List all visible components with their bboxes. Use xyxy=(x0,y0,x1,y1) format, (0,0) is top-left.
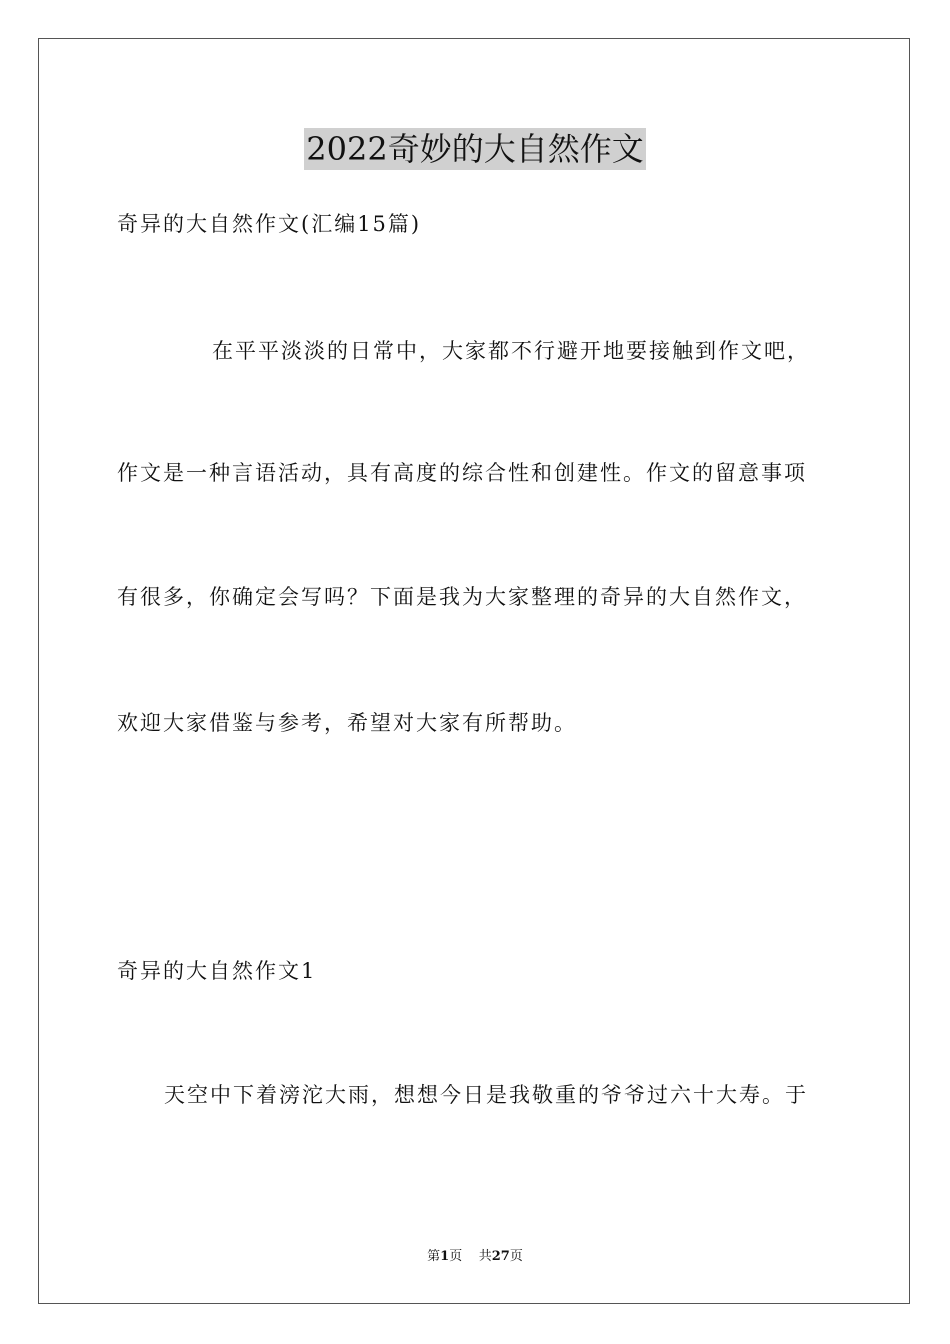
footer-page-prefix: 第 xyxy=(427,1249,441,1264)
section-heading: 奇异的大自然作文1 xyxy=(117,959,317,983)
footer-page-current: 1 xyxy=(440,1249,450,1264)
intro-line: 作文是一种言语活动，具有高度的综合性和创建性。作文的留意事项 xyxy=(117,461,807,485)
footer-total-prefix: 共 xyxy=(478,1249,492,1264)
footer-page-suffix: 页 xyxy=(449,1249,463,1264)
intro-line: 欢迎大家借鉴与参考，希望对大家有所帮助。 xyxy=(117,711,577,735)
document-title: 2022奇妙的大自然作文 xyxy=(306,130,644,168)
document-subtitle: 奇异的大自然作文(汇编15篇) xyxy=(117,212,422,236)
section-line: 天空中下着滂沱大雨，想想今日是我敬重的爷爷过六十大寿。于 xyxy=(164,1083,808,1107)
title-container xyxy=(0,128,950,170)
intro-line: 有很多，你确定会写吗？下面是我为大家整理的奇异的大自然作文， xyxy=(117,585,807,609)
footer-page-total: 27 xyxy=(491,1249,510,1264)
intro-line: 在平平淡淡的日常中，大家都不行避开地要接触到作文吧， xyxy=(212,339,810,363)
footer-total-suffix: 页 xyxy=(509,1249,523,1264)
page-footer xyxy=(0,1248,950,1266)
